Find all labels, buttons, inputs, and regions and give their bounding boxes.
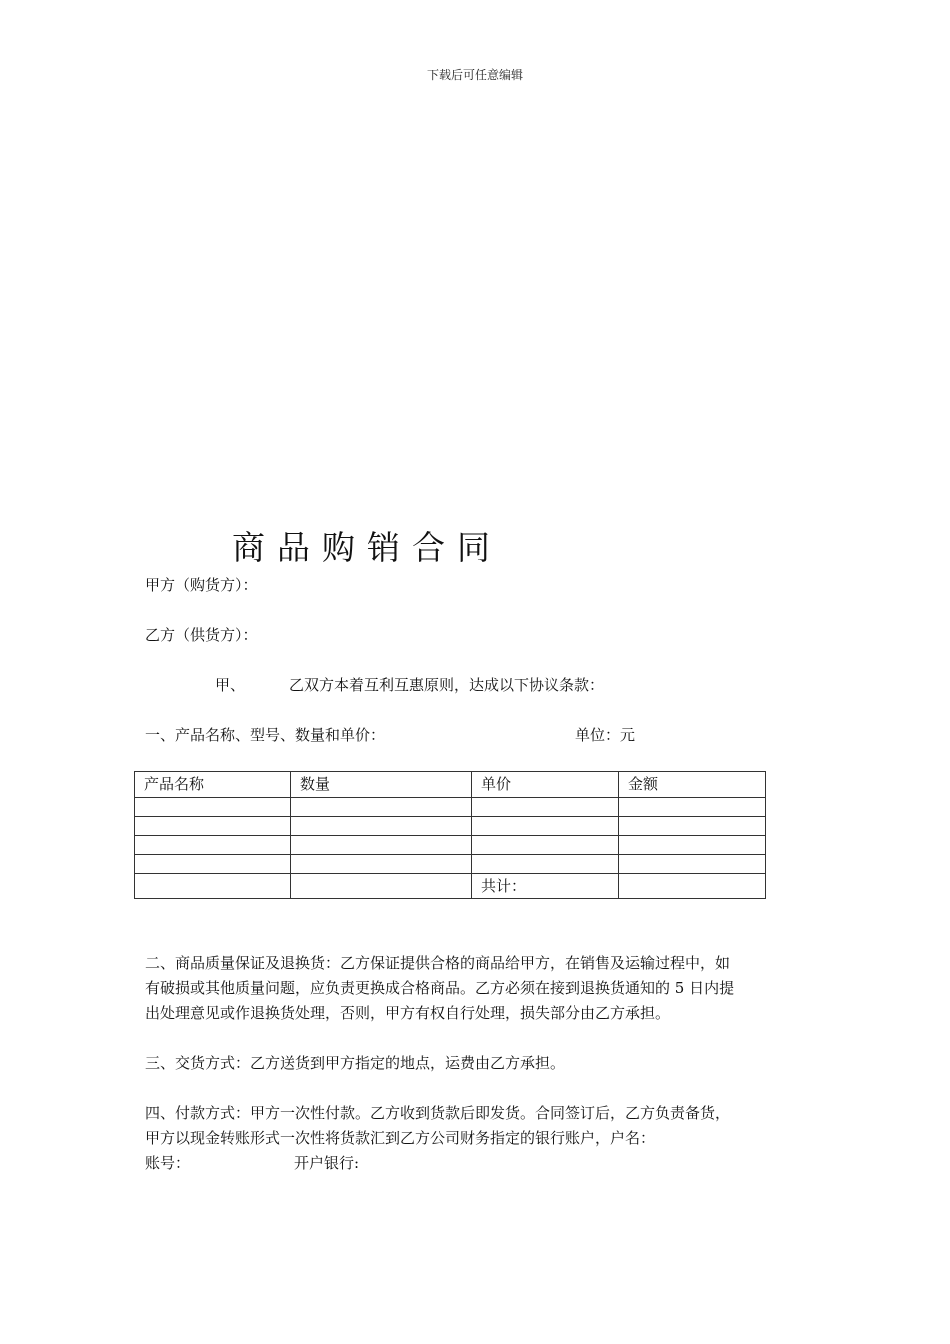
table-cell[interactable] <box>619 836 766 855</box>
header-product-name: 产品名称 <box>135 772 291 798</box>
section2-line: 出处理意见或作退换货处理，否则，甲方有权自行处理，损失部分由乙方承担。 <box>145 1004 671 1022</box>
bank-label: 开户银行: <box>294 1154 360 1172</box>
unit-label: 单位：元 <box>575 726 636 744</box>
account-label: 账号： <box>145 1154 191 1172</box>
section3-line: 三、交货方式：乙方送货到甲方指定的地点，运费由乙方承担。 <box>145 1054 566 1072</box>
table-cell[interactable] <box>291 817 472 836</box>
table-cell[interactable] <box>472 817 619 836</box>
header-quantity: 数量 <box>291 772 472 798</box>
party-b-label: 乙方（供货方）： <box>145 626 258 644</box>
section4-payment <box>145 1101 815 1176</box>
table-cell[interactable] <box>135 855 291 874</box>
section1-heading: 一、产品名称、型号、数量和单价： <box>145 726 386 744</box>
table-cell[interactable] <box>472 798 619 817</box>
table-cell[interactable] <box>291 855 472 874</box>
table-row <box>135 836 766 855</box>
table-row <box>135 817 766 836</box>
document-title: 商品购销合同 <box>232 528 502 567</box>
section4-line: 四、付款方式：甲方一次性付款。乙方收到货款后即发货。合同签订后，乙方负责备货， <box>145 1104 731 1122</box>
table-cell[interactable] <box>291 874 472 899</box>
section2-quality-guarantee <box>145 951 815 1026</box>
agreement-part-1: 甲、 <box>215 676 246 694</box>
table-cell[interactable] <box>291 836 472 855</box>
table-header-row <box>135 772 766 798</box>
header-note: 下载后可任意编辑 <box>426 68 523 82</box>
header-unit-price: 单价 <box>472 772 619 798</box>
header-amount: 金额 <box>619 772 766 798</box>
table-cell[interactable] <box>291 798 472 817</box>
total-amount-cell[interactable] <box>619 874 766 899</box>
table-row <box>135 855 766 874</box>
table-cell[interactable] <box>619 855 766 874</box>
agreement-statement <box>215 673 604 698</box>
table-cell[interactable] <box>472 836 619 855</box>
section2-line: 二、商品质量保证及退换货：乙方保证提供合格的商品给甲方，在销售及运输过程中，如 <box>145 954 731 972</box>
table-cell[interactable] <box>619 798 766 817</box>
section2-line: 有破损或其他质量问题，应负责更换成合格商品。乙方必须在接到退换货通知的 5 日内提 <box>145 979 735 997</box>
table-cell[interactable] <box>472 855 619 874</box>
table-cell[interactable] <box>135 817 291 836</box>
total-label: 共计： <box>472 874 619 899</box>
table-row <box>135 798 766 817</box>
product-table <box>134 771 766 899</box>
agreement-part-2: 乙双方本着互利互惠原则，达成以下协议条款： <box>289 676 605 694</box>
table-cell[interactable] <box>135 798 291 817</box>
party-a-label: 甲方（购货方）： <box>145 576 258 594</box>
section3-delivery <box>145 1051 815 1076</box>
table-cell[interactable] <box>135 836 291 855</box>
table-cell[interactable] <box>135 874 291 899</box>
table-total-row <box>135 874 766 899</box>
account-line <box>145 1151 815 1176</box>
table-cell[interactable] <box>619 817 766 836</box>
section4-line: 甲方以现金转账形式一次性将货款汇到乙方公司财务指定的银行账户，户名： <box>145 1129 656 1147</box>
